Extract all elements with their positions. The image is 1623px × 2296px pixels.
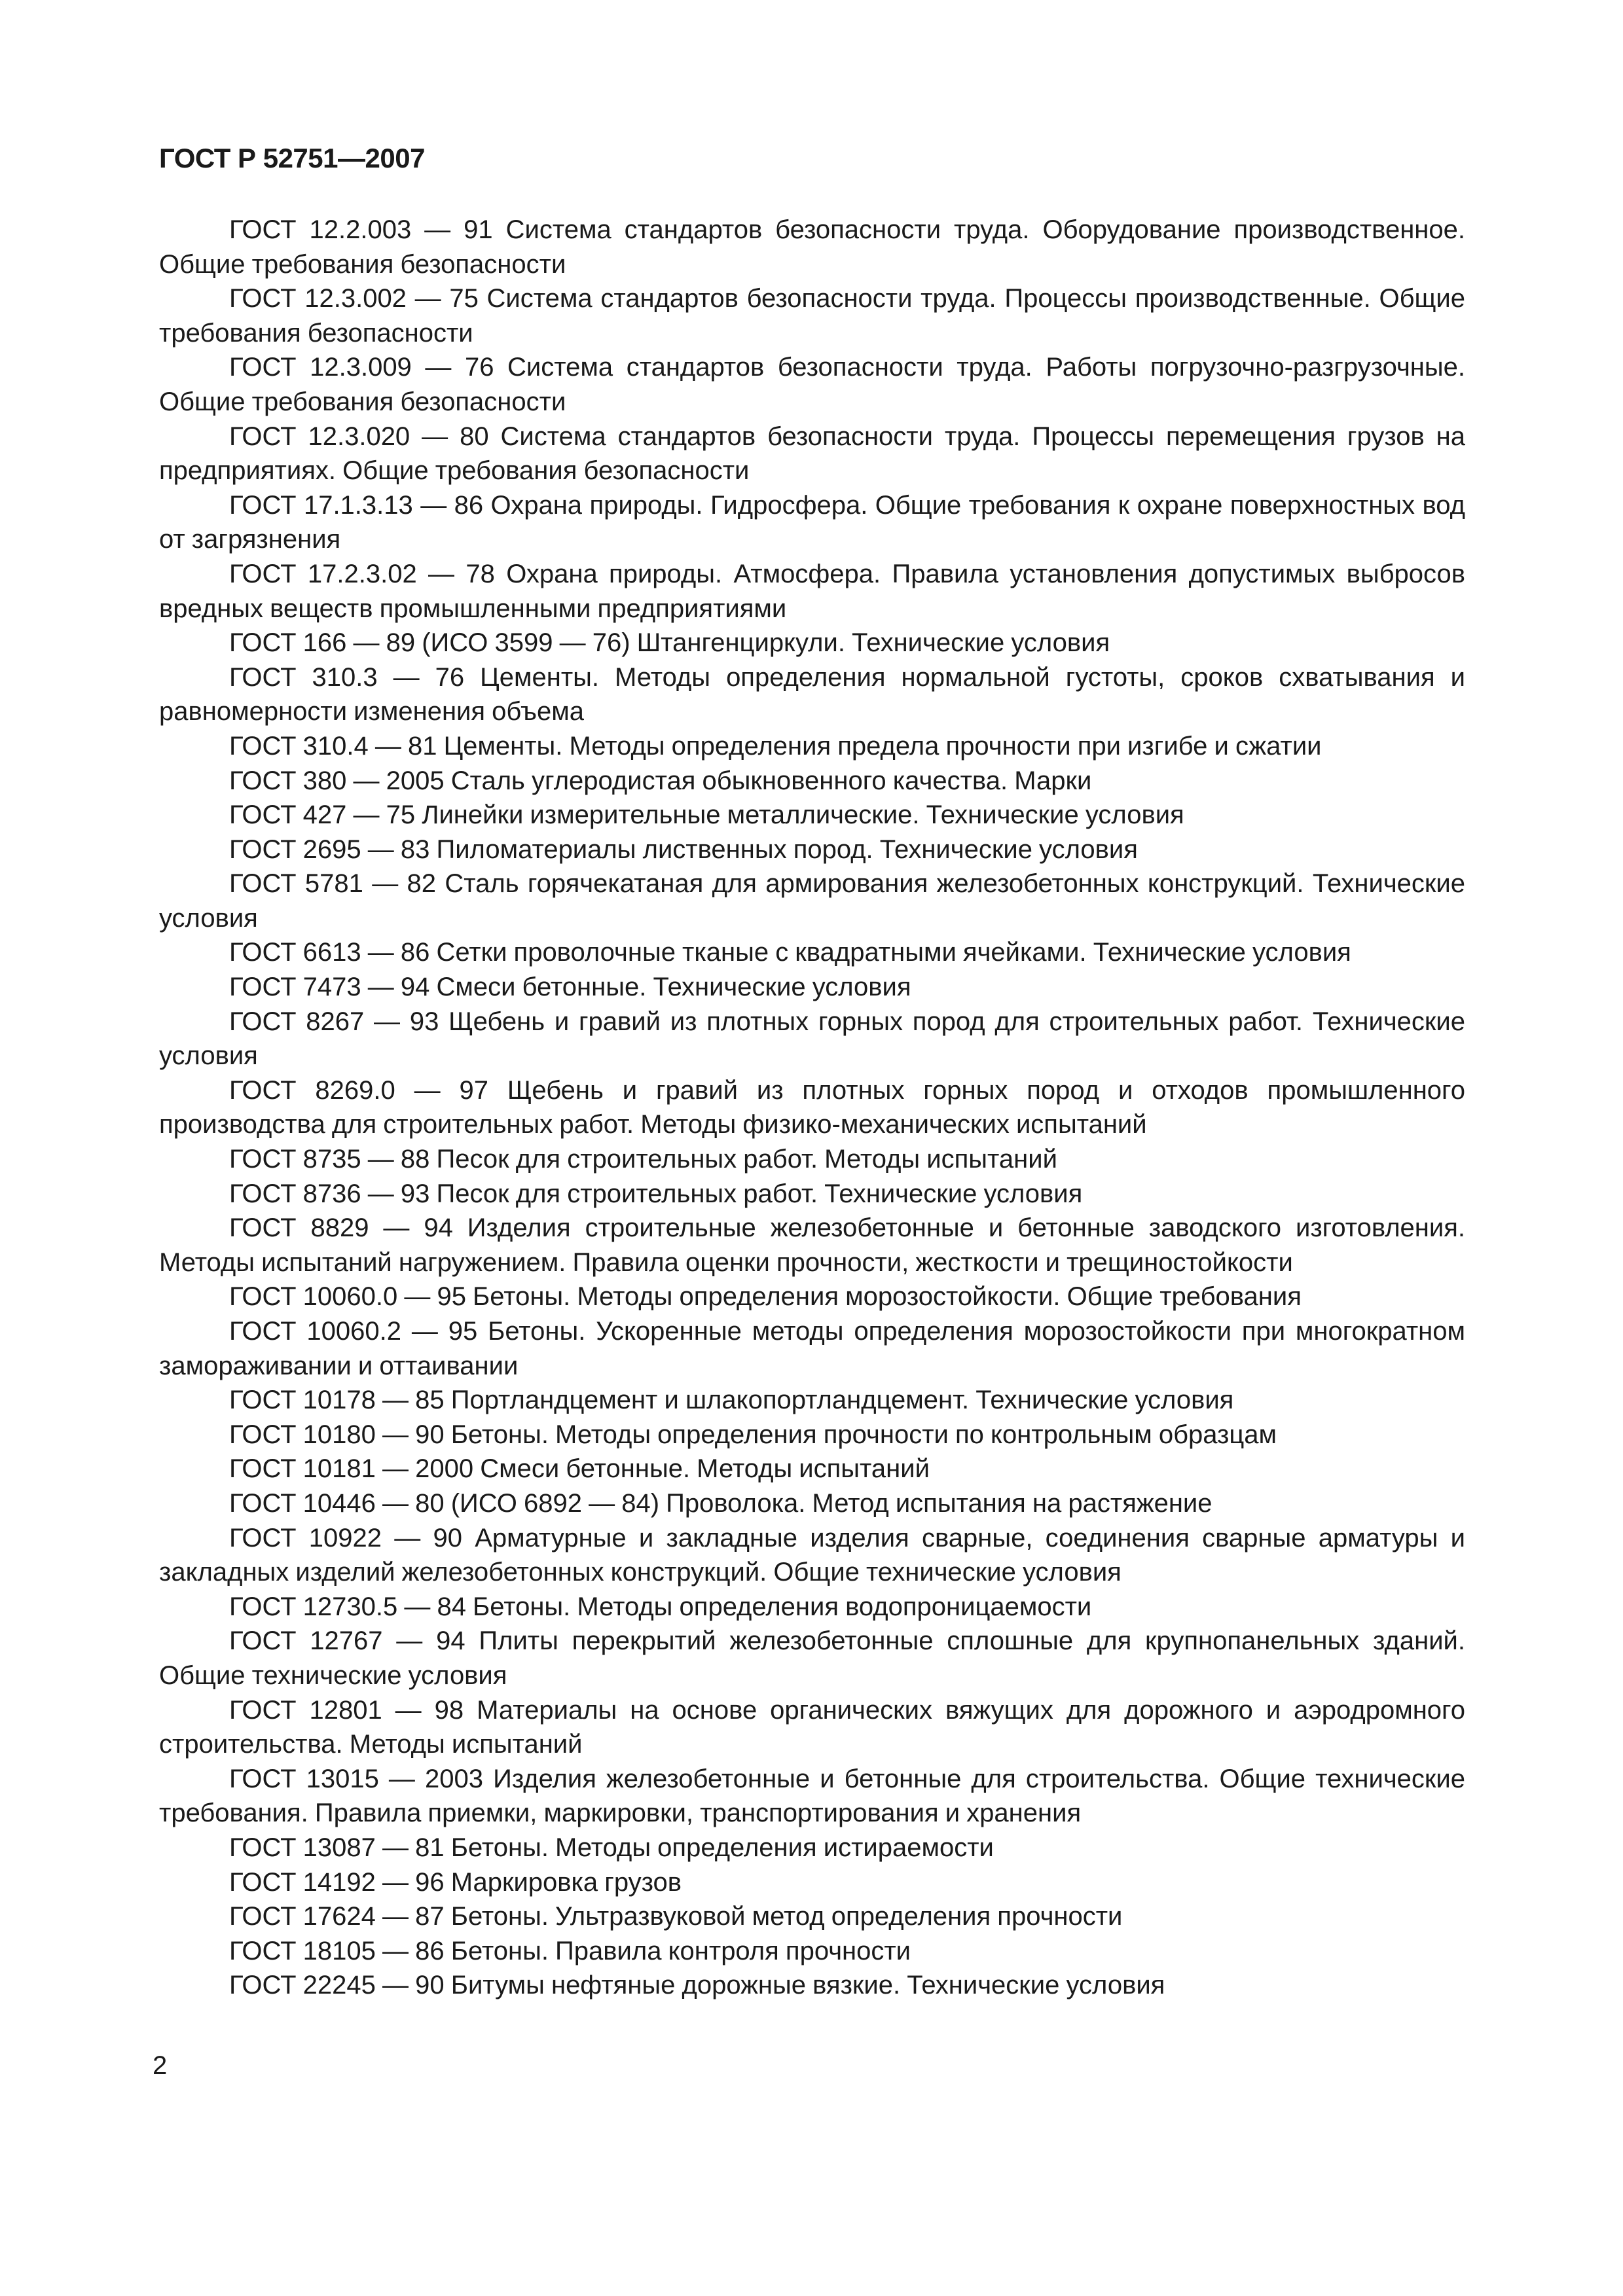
reference-item: ГОСТ 17.1.3.13 — 86 Охрана природы. Гидросфера. Общие требования к охране поверхностных вод от загрязнения	[159, 490, 1465, 554]
reference-item: ГОСТ 18105 — 86 Бетоны. Правила контроля прочности	[229, 1936, 911, 1965]
reference-item: ГОСТ 2695 — 83 Пиломатериалы лиственных пород. Технические условия	[229, 834, 1138, 864]
reference-item: ГОСТ 12.3.020 — 80 Система стандартов безопасности труда. Процессы перемещения грузов на предприятиях. Общие требования безопасности	[159, 422, 1465, 486]
reference-item: ГОСТ 8269.0 — 97 Щебень и гравий из плотных горных пород и отходов промышленного производства для строительных работ. Методы физико-механических испытаний	[159, 1075, 1465, 1139]
reference-item: ГОСТ 10060.2 — 95 Бетоны. Ускоренные методы определения морозостойкости при многократном замораживании и оттаивании	[159, 1317, 1465, 1380]
reference-item: ГОСТ 17624 — 87 Бетоны. Ультразвуковой метод определения прочности	[229, 1902, 1123, 1931]
reference-item: ГОСТ 10180 — 90 Бетоны. Методы определения прочности по контрольным образцам	[229, 1420, 1277, 1449]
reference-item: ГОСТ 13015 — 2003 Изделия железобетонные и бетонные для строительства. Общие технические требования. Правила приемки, маркировки, транспортирования и хранения	[159, 1764, 1465, 1828]
reference-item: ГОСТ 10181 — 2000 Смеси бетонные. Методы испытаний	[229, 1454, 930, 1484]
reference-item: ГОСТ 14192 — 96 Маркировка грузов	[229, 1867, 682, 1897]
reference-item: ГОСТ 310.3 — 76 Цементы. Методы определения нормальной густоты, сроков схватывания и равномерности изменения объема	[159, 662, 1465, 726]
reference-item: ГОСТ 10060.0 — 95 Бетоны. Методы определения морозостойкости. Общие требования	[229, 1282, 1302, 1312]
reference-item: ГОСТ 5781 — 82 Сталь горячекатаная для армирования железобетонных конструкций. Технические условия	[159, 869, 1465, 933]
reference-item: ГОСТ 310.4 — 81 Цементы. Методы определения предела прочности при изгибе и сжатии	[229, 731, 1322, 761]
reference-item: ГОСТ 12.3.002 — 75 Система стандартов безопасности труда. Процессы производственные. Общие требования безопасности	[159, 284, 1465, 348]
document-header: ГОСТ Р 52751—2007	[159, 143, 425, 173]
reference-item: ГОСТ 7473 — 94 Смеси бетонные. Технические условия	[229, 973, 911, 1002]
reference-item: ГОСТ 380 — 2005 Сталь углеродистая обыкновенного качества. Марки	[229, 766, 1092, 795]
reference-item: ГОСТ 10178 — 85 Портландцемент и шлакопортландцемент. Технические условия	[229, 1386, 1234, 1415]
reference-item: ГОСТ 12.3.009 — 76 Система стандартов безопасности труда. Работы погрузочно-разгрузочные. Общие требования безопасности	[159, 353, 1465, 416]
reference-item: ГОСТ 12801 — 98 Материалы на основе органических вяжущих для дорожного и аэродромного строительства. Методы испытаний	[159, 1695, 1465, 1759]
reference-item: ГОСТ 6613 — 86 Сетки проволочные тканые с квадратными ячейками. Технические условия	[229, 938, 1351, 967]
reference-item: ГОСТ 427 — 75 Линейки измерительные металлические. Технические условия	[229, 800, 1184, 830]
reference-item: ГОСТ 10922 — 90 Арматурные и закладные изделия сварные, соединения сварные арматуры и закладных изделий железобетонных конструкций. Общие технические условия	[159, 1523, 1465, 1587]
reference-item: ГОСТ 8829 — 94 Изделия строительные железобетонные и бетонные заводского изготовления. Методы испытаний нагружением. Правила оценки прочности, жесткости и трещиностойкости	[159, 1213, 1465, 1277]
normative-references-list	[159, 213, 1465, 2003]
page-number: 2	[153, 2051, 168, 2080]
reference-item: ГОСТ 22245 — 90 Битумы нефтяные дорожные вязкие. Технические условия	[229, 1971, 1165, 2000]
reference-item: ГОСТ 12730.5 — 84 Бетоны. Методы определения водопроницаемости	[229, 1592, 1092, 1621]
reference-item: ГОСТ 10446 — 80 (ИСО 6892 — 84) Проволока. Метод испытания на растяжение	[229, 1488, 1213, 1518]
reference-item: ГОСТ 8736 — 93 Песок для строительных работ. Технические условия	[229, 1179, 1083, 1208]
reference-item: ГОСТ 17.2.3.02 — 78 Охрана природы. Атмосфера. Правила установления допустимых выбросов вредных веществ промышленными предприятиями	[159, 559, 1465, 623]
reference-item: ГОСТ 12767 — 94 Плиты перекрытий железобетонные сплошные для крупнопанельных зданий. Общие технические условия	[159, 1626, 1465, 1690]
reference-item: ГОСТ 13087 — 81 Бетоны. Методы определения истираемости	[229, 1833, 994, 1862]
reference-item: ГОСТ 8267 — 93 Щебень и гравий из плотных горных пород для строительных работ. Технические условия	[159, 1007, 1465, 1071]
reference-item: ГОСТ 12.2.003 — 91 Система стандартов безопасности труда. Оборудование производственное. Общие требования безопасности	[159, 215, 1465, 279]
reference-item: ГОСТ 166 — 89 (ИСО 3599 — 76) Штангенциркули. Технические условия	[229, 628, 1110, 658]
reference-item: ГОСТ 8735 — 88 Песок для строительных работ. Методы испытаний	[229, 1145, 1057, 1174]
